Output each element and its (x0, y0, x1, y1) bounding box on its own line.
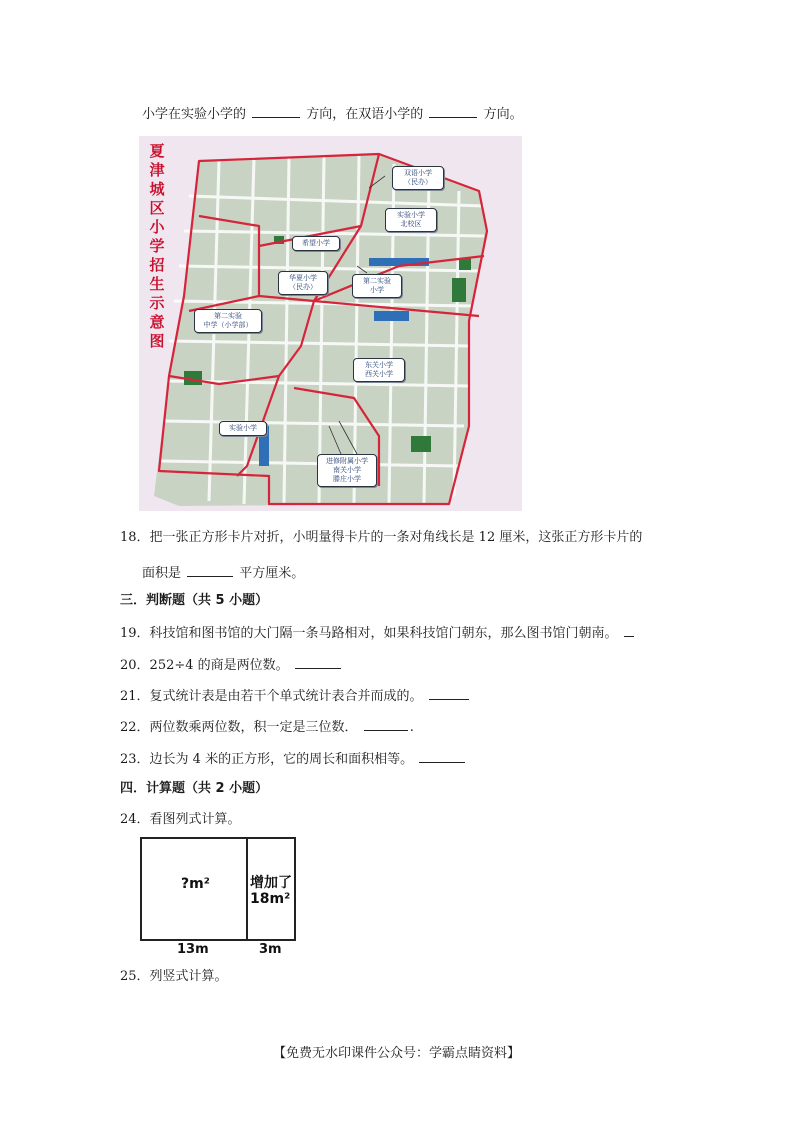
q19-blank[interactable] (624, 623, 634, 637)
q23-blank[interactable] (419, 749, 465, 763)
map-label-jinxiu-line1: 进修附属小学 (326, 457, 368, 465)
map-label-shuangyu (392, 166, 444, 190)
map-label-shiyan-beixiao-line2: 北校区 (400, 220, 422, 228)
q19-line (120, 623, 636, 643)
q21-text: 复式统计表是由若干个单式统计表合并而成的。 (149, 689, 423, 704)
q21-number: 21． (120, 689, 150, 704)
area-right-label-2: 18m² (250, 891, 291, 907)
map-label-huaxia-line1: 华夏小学 (289, 274, 317, 282)
footer-note: 【免费无水印课件公众号：学霸点睛资料】 (272, 1046, 520, 1061)
map-label-dongguan-line2: 西关小学 (365, 370, 393, 378)
q18-text2b: 平方厘米。 (239, 566, 305, 581)
map-title: 夏津城区小学招生示意图 (149, 142, 165, 350)
q19-number: 19． (120, 626, 150, 641)
map-label-huaxia (278, 271, 328, 295)
q22-number: 22． (120, 720, 150, 735)
q18-text2a: 面积是 (142, 566, 182, 581)
q23-number: 23． (120, 752, 150, 767)
area-figure (139, 836, 301, 960)
q25-line (120, 968, 228, 986)
q25-text: 列竖式计算。 (149, 969, 228, 984)
q24-number: 24． (120, 812, 150, 827)
section4-title: 四．计算题（共 2 小题） (120, 781, 269, 796)
map-label-shiyan-beixiao-line1: 实验小学 (397, 211, 425, 219)
map-label-dongguan-line1: 东关小学 (365, 361, 393, 369)
q22-line (120, 717, 414, 737)
q17-text-2: 方向，在双语小学的 (306, 107, 424, 122)
q21-line (120, 686, 471, 706)
section3-title: 三．判断题（共 5 小题） (120, 593, 269, 608)
q17-text-1: 小学在实验小学的 (142, 107, 247, 122)
q17-tail-line (142, 104, 523, 124)
map-label-dier-shiyan-line2: 小学 (370, 286, 384, 294)
q21-blank[interactable] (429, 686, 469, 700)
q22-tail: . (409, 720, 414, 735)
q22-text: 两位数乘两位数，积一定是三位数． (149, 720, 358, 735)
q19-text: 科技馆和图书馆的大门隔一条马路相对，如果科技馆门朝东，那么图书馆门朝南。 (149, 626, 618, 641)
map-label-jinxiu (317, 454, 377, 487)
map-label-xiwang (292, 236, 340, 251)
area-bottom-left: 13m (177, 942, 209, 957)
q18-line1 (120, 529, 642, 547)
q20-text: 252÷4 的商是两位数。 (149, 658, 289, 673)
map-label-dier-zhongxue-line1: 第二实验 (214, 312, 242, 320)
q25-number: 25． (120, 969, 150, 984)
q18-line2 (142, 563, 304, 583)
map-label-dier-shiyan (352, 274, 402, 298)
map-label-jinxiu-line3: 滕庄小学 (333, 475, 361, 483)
enrollment-map (139, 136, 522, 511)
q23-line (120, 749, 467, 769)
q23-text: 边长为 4 米的正方形，它的周长和面积相等。 (149, 752, 414, 767)
map-label-xiwang-text: 希望小学 (302, 239, 330, 247)
map-label-dier-zhongxue-line2: 中学（小学部） (203, 321, 253, 329)
q17-blank-2[interactable] (429, 104, 477, 118)
q17-text-3: 方向。 (483, 107, 523, 122)
area-bottom-right: 3m (259, 942, 282, 957)
q17-blank-1[interactable] (252, 104, 300, 118)
map-label-shuangyu-line1: 双语小学 (404, 169, 432, 177)
q20-line (120, 655, 343, 675)
map-label-dongguan (353, 358, 405, 382)
map-label-shiyan (219, 421, 267, 436)
q24-text: 看图列式计算。 (149, 812, 241, 827)
q20-blank[interactable] (295, 655, 341, 669)
map-label-huaxia-line2: （民办） (289, 283, 317, 291)
q24-line (120, 811, 241, 829)
q18-blank[interactable] (187, 563, 233, 577)
q22-blank[interactable] (364, 717, 408, 731)
area-right-label-1: 增加了 (250, 875, 292, 891)
area-left-label: ?m² (181, 876, 210, 892)
map-label-shiyan-text: 实验小学 (229, 424, 257, 432)
q18-number: 18． (120, 530, 150, 545)
q20-number: 20． (120, 658, 150, 673)
map-label-shuangyu-line2: （民办） (404, 178, 432, 186)
map-label-shiyan-beixiao (385, 208, 437, 232)
map-label-dier-zhongxue (194, 309, 262, 333)
map-label-dier-shiyan-line1: 第二实验 (363, 277, 391, 285)
map-label-jinxiu-line2: 南关小学 (333, 466, 361, 474)
q18-text1: 把一张正方形卡片对折，小明量得卡片的一条对角线长是 12 厘米，这张正方形卡片的 (149, 530, 643, 545)
